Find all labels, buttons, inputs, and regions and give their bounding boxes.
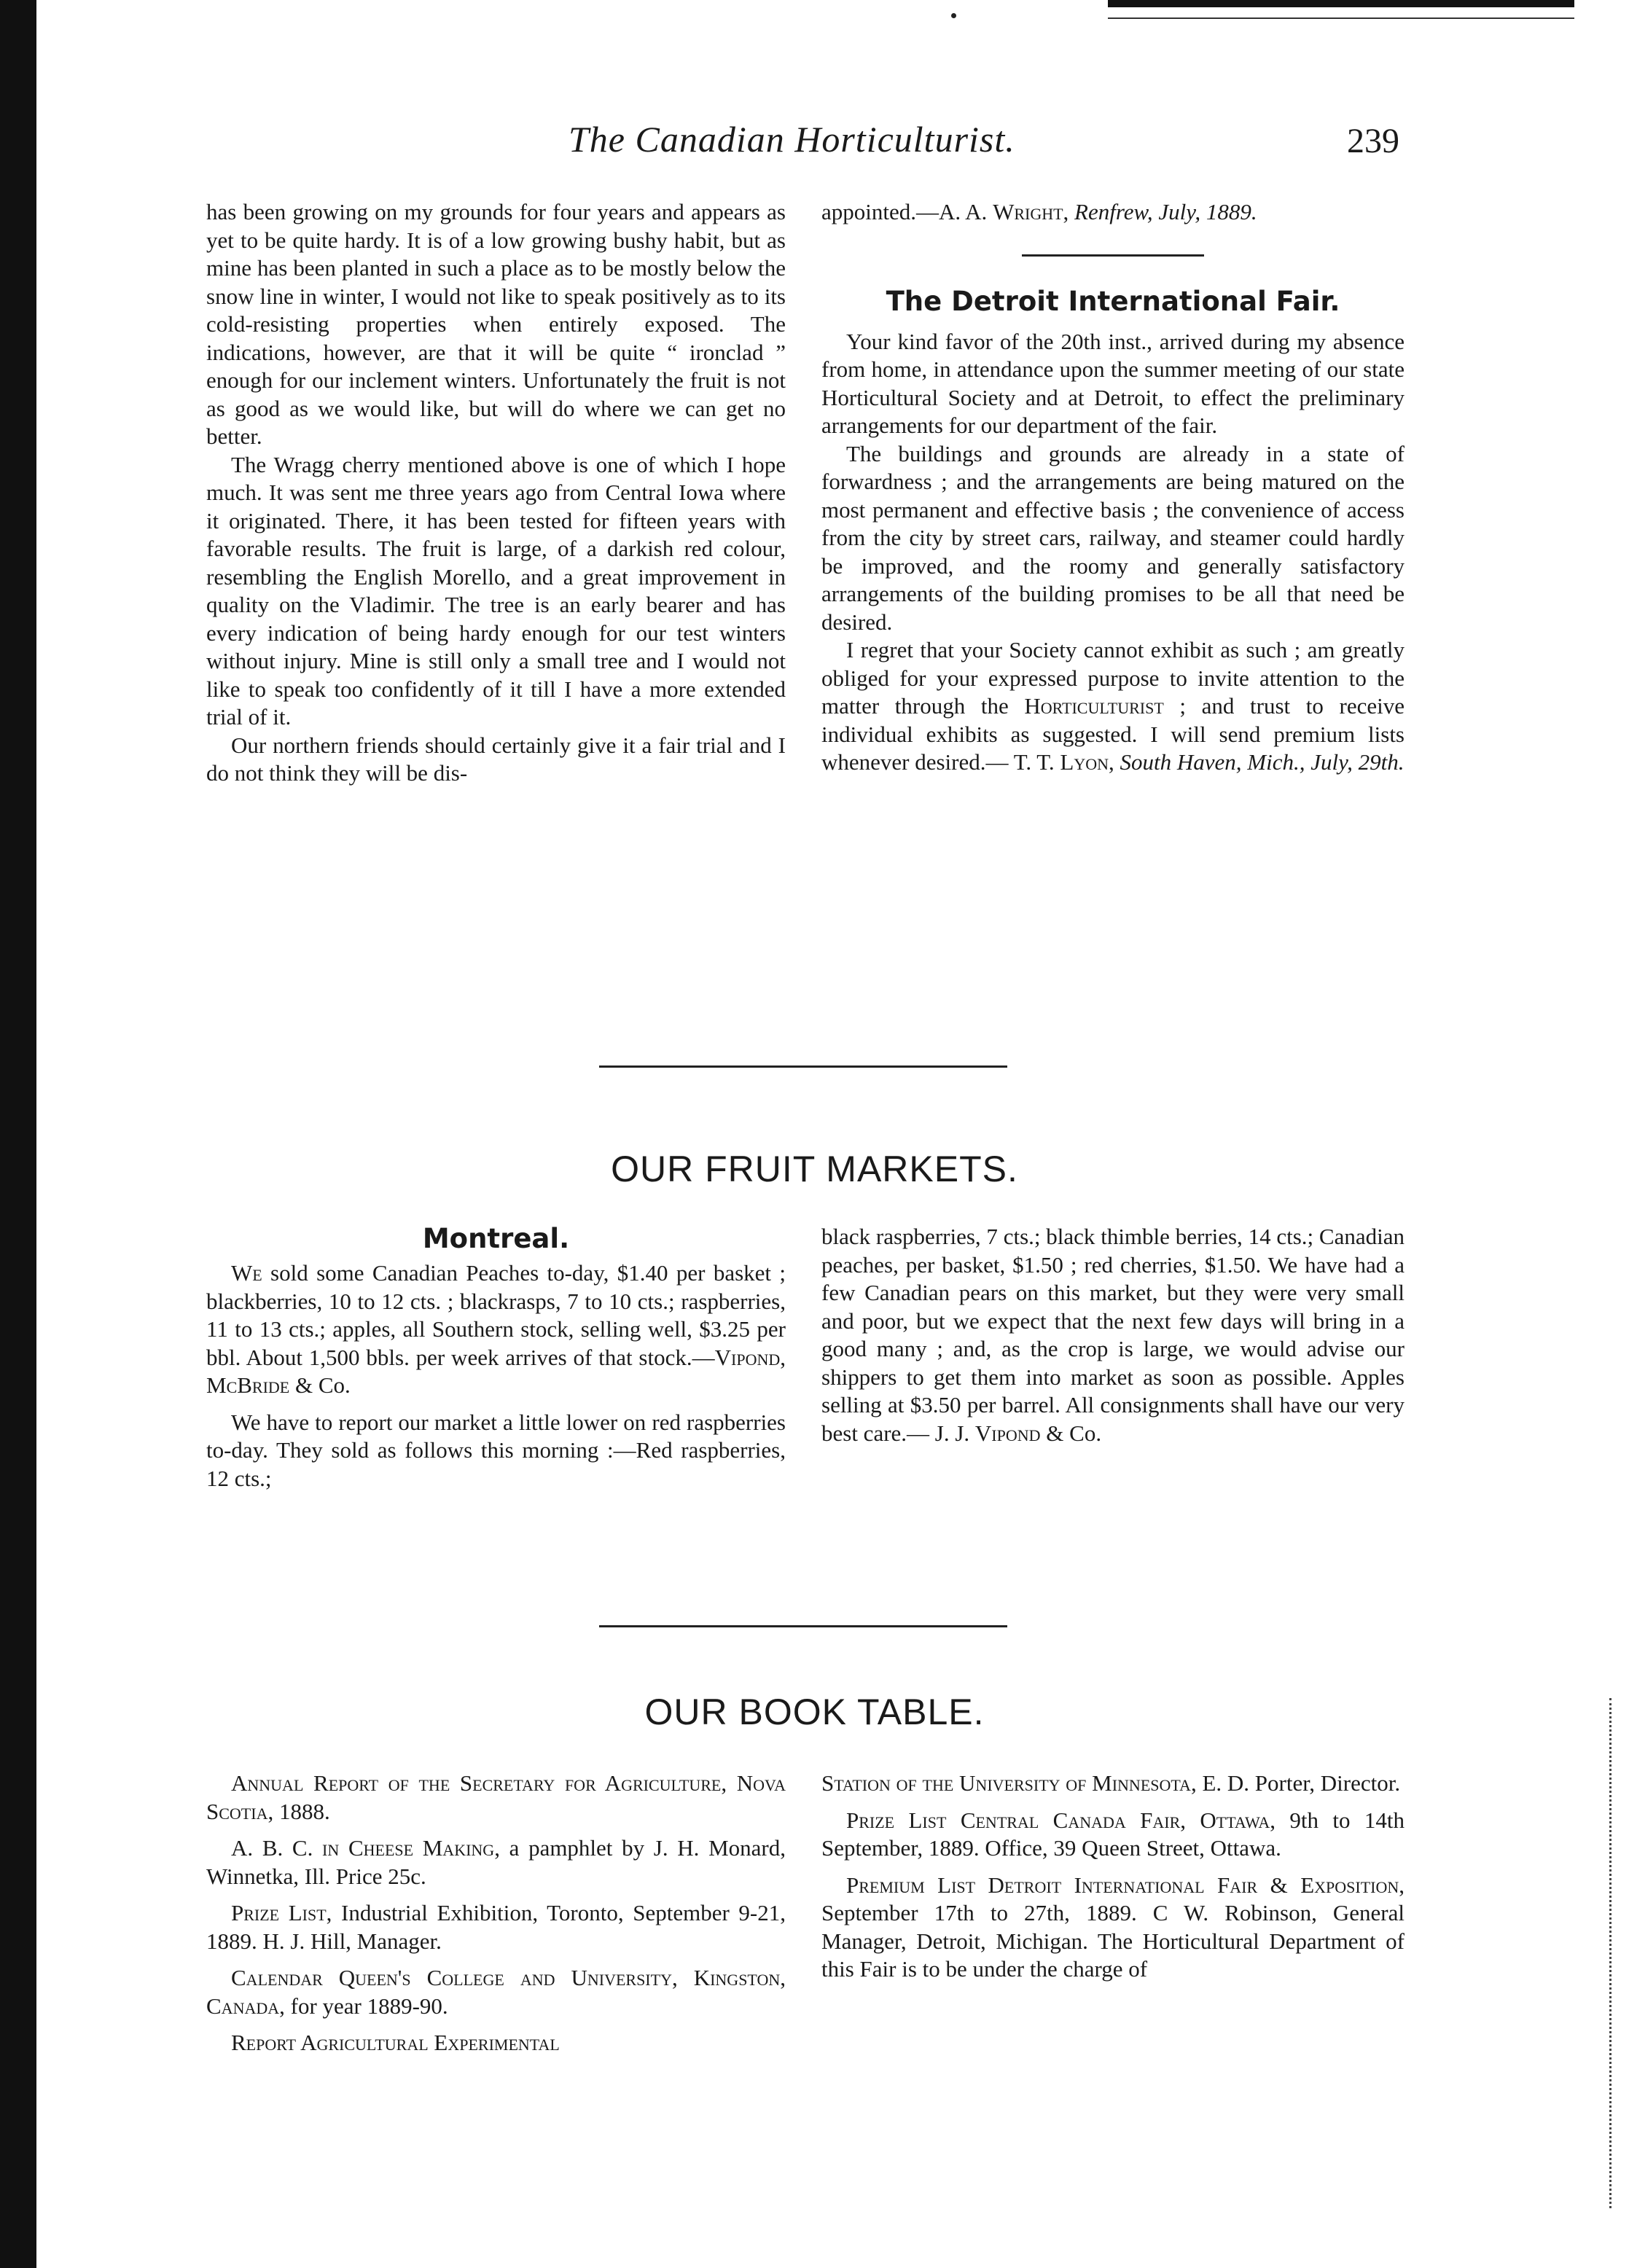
book-entry: [206, 1899, 786, 1955]
author: Lyon: [1060, 749, 1109, 775]
text-run-smallcaps: Horticulturist: [1024, 693, 1164, 719]
text-run: sold some Canadian Peaches to-day, $1.40 per basket ; blackberries, 10 to 12 cts. ; blackrasps, 7 to 10 cts.; raspberries, 11 to 13 cts.; apples, all Southern stock, selling well, $3.25 per bbl. About 1,500 bbls. per week arrives of that stock.—: [206, 1260, 786, 1370]
city-heading: Montreal.: [422, 1223, 570, 1254]
closing-place: Renfrew, July, 1889.: [1074, 199, 1257, 224]
scan-edge-top-thin: [1108, 17, 1574, 19]
column-left-fruit-markets: [206, 1223, 786, 1493]
book-title: Station of the University of Minnesota: [821, 1770, 1191, 1796]
book-entry: [206, 1770, 786, 1826]
book-title: Calendar Queen's College and University, Kingston, Canada: [206, 1965, 786, 2019]
closing-signature: [821, 198, 1405, 227]
signature: Vipond, McBride: [206, 1344, 786, 1398]
book-entry: [206, 2029, 786, 2057]
paragraph: The Wragg cherry mentioned above is one of which I hope much. It was sent me three years ago from Central Iowa where it originated. There, it has been tested for fifteen years with favorable results. The fruit is large, of a darkish red colour, resembling the English Morello, and a great improvement in quality on the Vladimir. The tree is an early bearer and has every indication of being hardy enough for our test winters without injury. Mine is still only a small tree and I would not like to speak too confidently of it till I have a more extended trial of it.: [206, 451, 786, 730]
column-left-book-table: [206, 1770, 786, 2066]
divider: [1022, 254, 1204, 257]
running-head: [569, 118, 1399, 176]
text-run: & Co.: [1040, 1420, 1102, 1446]
place-date: South Haven, Mich., July, 29th.: [1120, 749, 1405, 775]
book-details: , 9th to 14th September, 1889. Office, 39 Queen Street, Ottawa.: [821, 1807, 1405, 1861]
book-title: Annual Report of the Secretary for Agriculture, Nova Scotia: [206, 1770, 786, 1824]
closing-text: appointed.—A. A.: [821, 199, 993, 224]
paragraph: has been growing on my grounds for four years and appears as yet to be quite hardy. It is of a low growing bushy habit, but as mine has been planted in such a place as to be mostly below the snow line in winter, I would not like to speak positively as to its cold-resisting properties when entirely exposed. The indications, however, are that it will be quite “ ironclad ” enough for our inclement winters. Unfortunately the fruit is not as good as we would like, but will do where we can get no better.: [206, 199, 786, 449]
closing-sep: ,: [1063, 199, 1075, 224]
book-entry: [821, 1807, 1405, 1863]
scan-edge-left: [0, 0, 36, 2268]
text-run: ; and trust to receive individual exhibits as suggested. I will send premium lists whenever desired.— T. T.: [821, 693, 1405, 775]
book-title: Prize List: [231, 1900, 327, 1925]
book-title: Prize List Central Canada Fair, Ottawa: [846, 1807, 1270, 1833]
column-right-fruit-markets: [821, 1223, 1405, 1447]
paragraph: Your kind favor of the 20th inst., arrived during my absence from home, in attendance upon the summer meeting of our state Horticultural Society and at Detroit, to effect the preliminary arrangements for our department of the fair.: [821, 328, 1405, 438]
section-divider: [599, 1065, 1007, 1068]
scan-edge-top: [1108, 0, 1574, 7]
book-details: , E. D. Porter, Director.: [1190, 1770, 1401, 1796]
book-entry: [821, 1770, 1405, 1798]
book-details: , 1888.: [267, 1798, 330, 1824]
book-title: Report Agricultural Experimental: [231, 2030, 560, 2055]
book-details: , Industrial Exhibition, Toronto, September 9-21, 1889. H. J. Hill, Manager.: [206, 1900, 786, 1954]
book-entry: [206, 1834, 786, 1890]
text-run: & Co.: [289, 1372, 351, 1398]
column-left-top: [206, 198, 786, 788]
column-right-book-table: [821, 1770, 1405, 1993]
section-divider: [599, 1625, 1007, 1627]
paragraph: [206, 1259, 786, 1400]
closing-author: Wright: [993, 199, 1063, 224]
lead-word: We: [231, 1260, 262, 1286]
scan-speck: [951, 13, 956, 18]
text-run: I regret that your Society cannot exhibit as such ; am greatly obliged for your expressed purpose to invite attention to the matter through the: [821, 637, 1405, 719]
text-run: black raspberries, 7 cts.; black thimble berries, 14 cts.; Canadian peaches, per basket, $1.50 ; red cherries, $1.50. We have had a few Canadian pears on this market, but they were very small and poor, but we expect that the next few days will bring in a good many ; and, as the crop is large, we would advise our shippers to get them into market as soon as possible. Apples selling at $3.50 per barrel. All consignments shall have our very best care.— J. J.: [821, 1224, 1405, 1446]
book-details: , September 17th to 27th, 1889. C W. Robinson, General Manager, Detroit, Michigan. The Horticultural Department of this Fair is to be under the charge of: [821, 1872, 1405, 1982]
page-number: 239: [1347, 122, 1399, 160]
paragraph: Our northern friends should certainly give it a fair trial and I do not think they will be dis-: [206, 732, 786, 786]
running-title: The Canadian Horticulturist.: [569, 119, 1015, 160]
section-title-book-table: OUR BOOK TABLE.: [644, 1692, 985, 1732]
book-title: Premium List Detroit International Fair & Exposition: [846, 1872, 1399, 1898]
paragraph: We have to report our market a little lower on red raspberries to-day. They sold as follows this morning :—Red raspberries, 12 cts.;: [206, 1409, 786, 1491]
book-entry: [206, 1964, 786, 2020]
section-title-fruit-markets: OUR FRUIT MARKETS.: [611, 1149, 1018, 1189]
text-run: ,: [1109, 749, 1120, 775]
paragraph: [821, 1223, 1405, 1447]
signature: Vipond: [974, 1420, 1041, 1446]
paragraph: [821, 636, 1405, 777]
book-entry: [821, 1872, 1405, 1984]
scan-edge-right: [1609, 1698, 1616, 2208]
book-details: , a pamphlet by J. H. Monard, Winnetka, Ill. Price 25c.: [206, 1835, 786, 1889]
column-right-top: [821, 198, 1405, 777]
paragraph: The buildings and grounds are already in a state of forwardness ; and the arrangements are being matured on the most permanent and effective basis ; the convenience of access from the city by street cars, railway, and steamer could hardly be improved, and the roomy and generally satisfactory arrangements of the building promises to be all that need be desired.: [821, 440, 1405, 635]
article-heading: The Detroit International Fair.: [886, 285, 1340, 317]
book-details: , for year 1889-90.: [279, 1993, 448, 2019]
book-title: A. B. C. in Cheese Making: [231, 1835, 495, 1861]
